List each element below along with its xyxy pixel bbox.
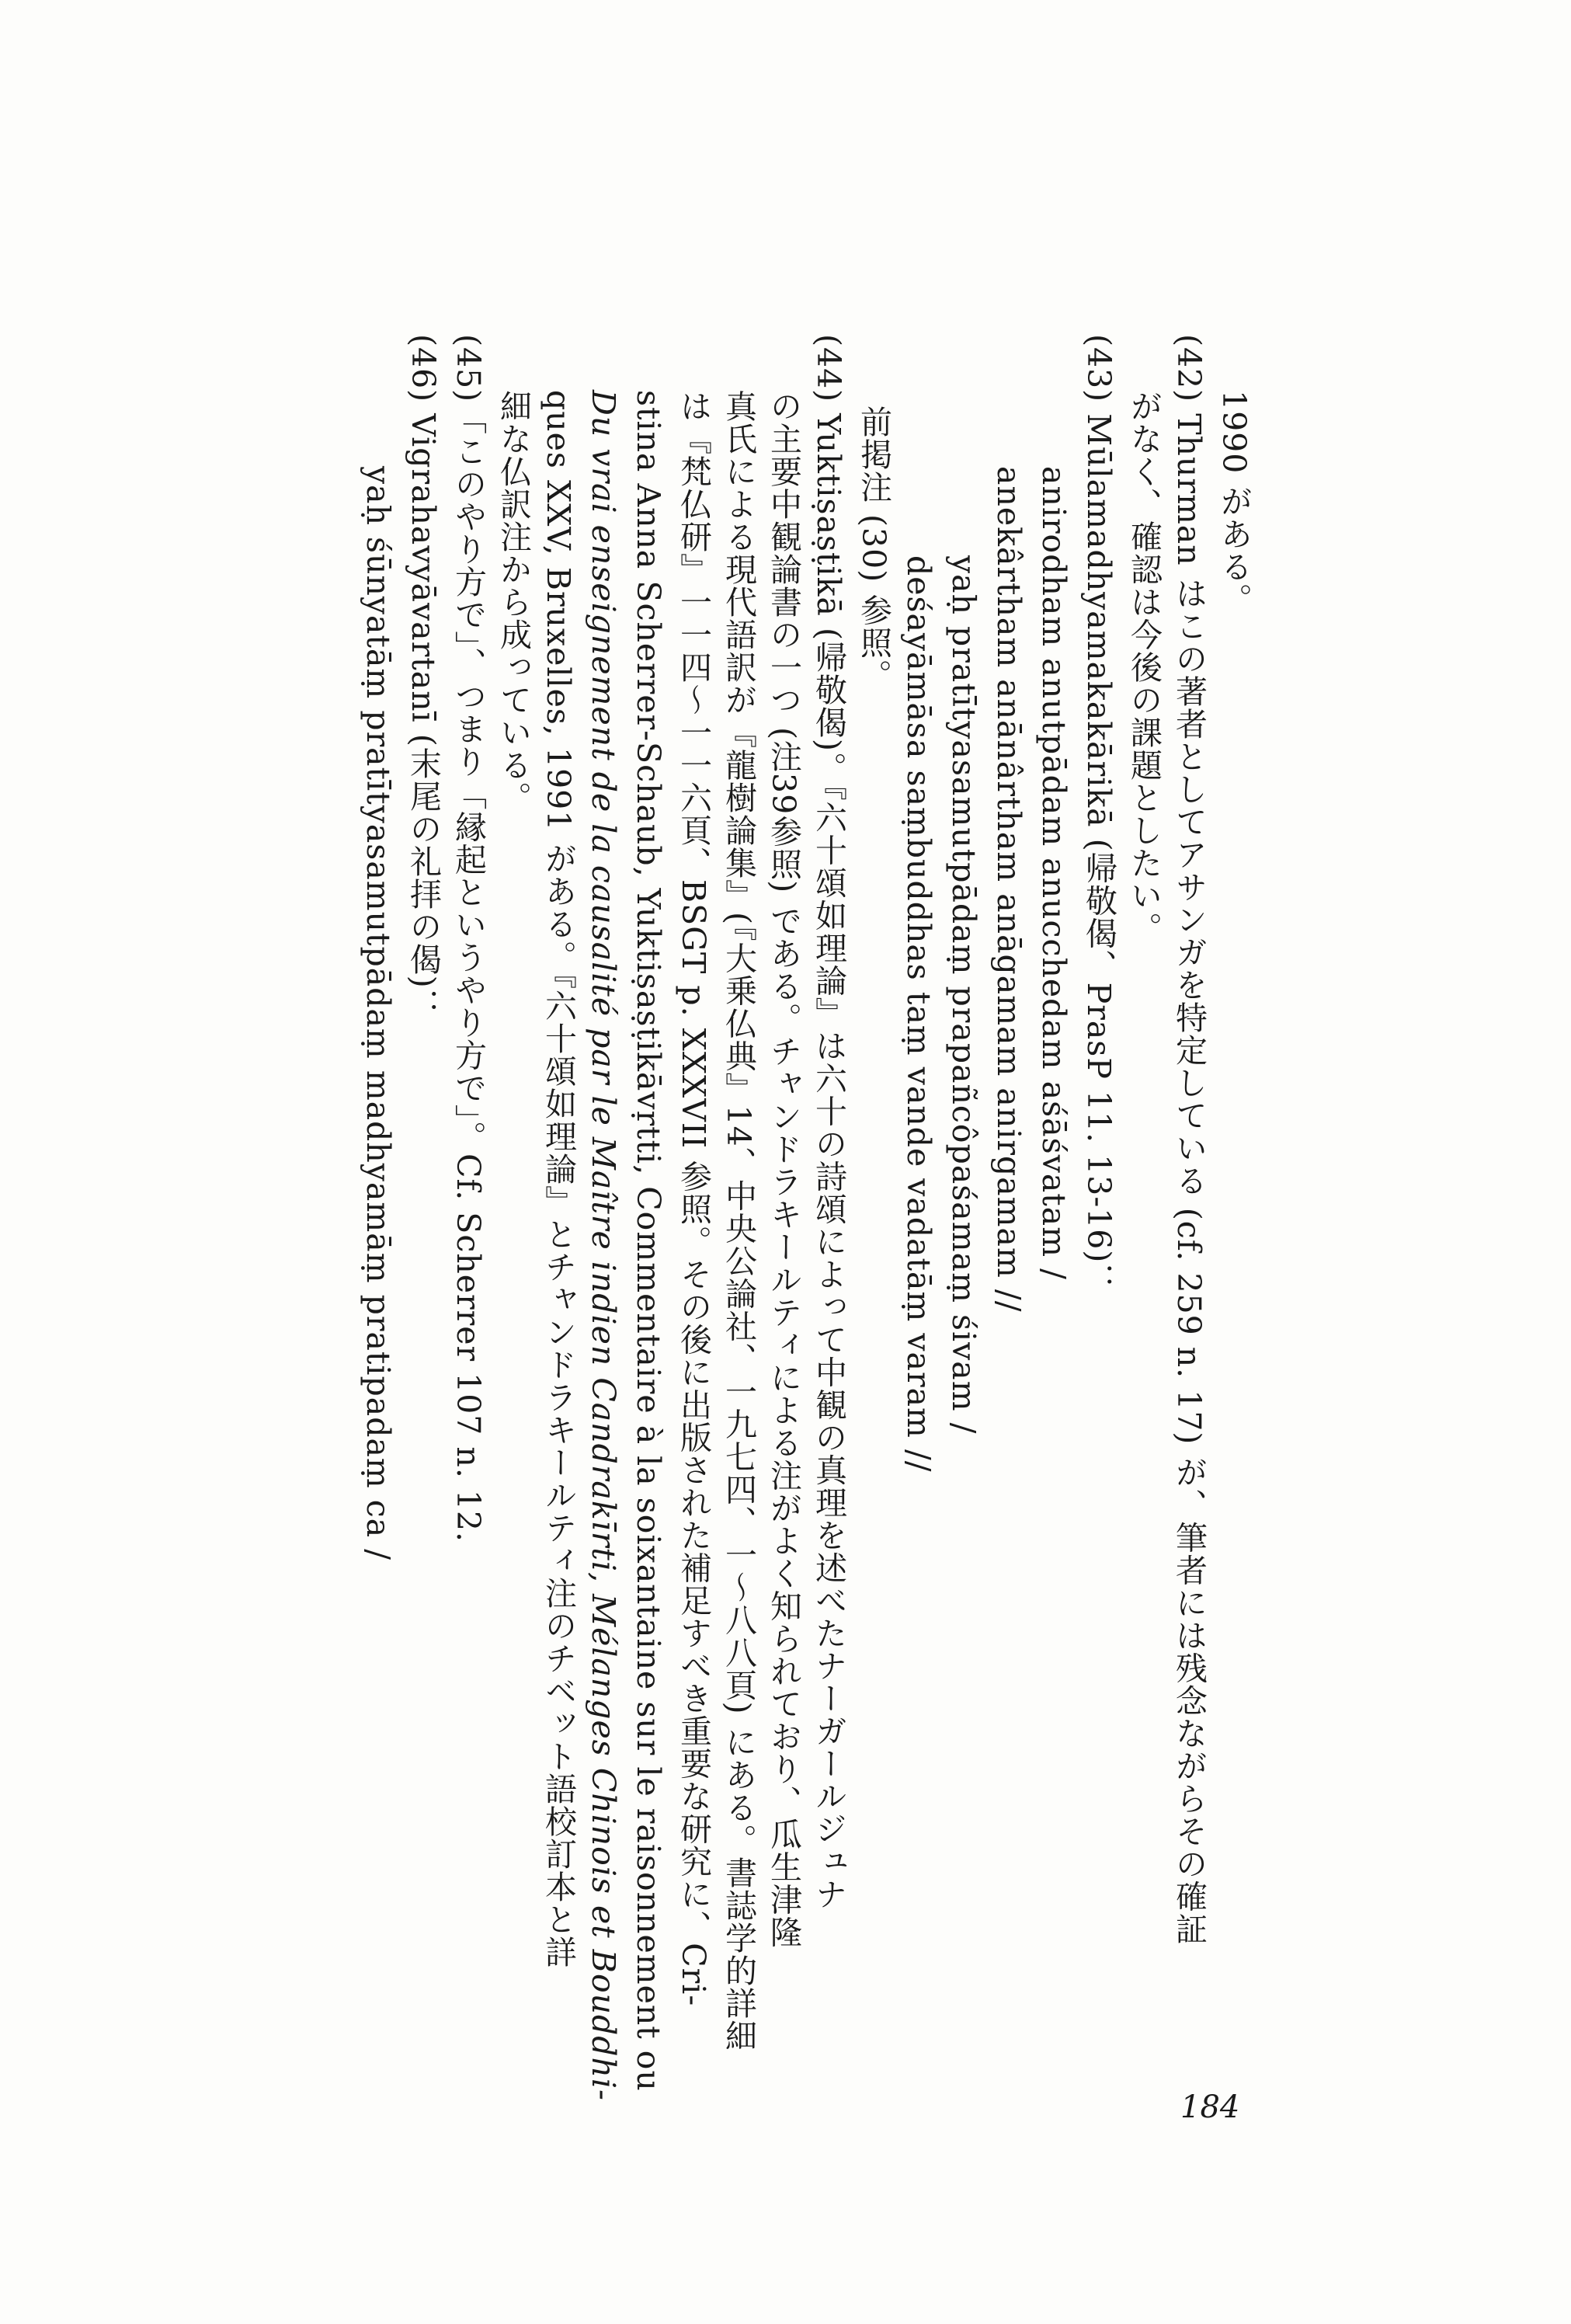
- footnote-42: (42) Thurman はこの著者としてアサンガを特定している (cf. 259 n. 17) が、筆者には残念ながらその確証: [1170, 334, 1208, 1946]
- footnote-44: (44) Yuktiṣaṣṭikā (帰敬偈)。『六十頌如理論』は六十の詩頌によって中観の真理を述べたナーガールジュナ: [810, 334, 847, 1911]
- verse-line: anirodham anutpādam anucchedam aśāśvatam /: [1035, 466, 1072, 1280]
- page-number: 184: [1180, 2089, 1240, 2125]
- reference-line: 前掲注 (30) 参照。: [855, 405, 892, 692]
- footnote-46: (46) Vigrahavyāvartanī (末尾の礼拝の偈)：: [405, 334, 442, 1021]
- verse-line: yaḥ śūnyatāṃ pratītyasamutpādaṃ madhyamāṃ pratipadaṃ ca /: [360, 466, 397, 1561]
- verse-line: yaḥ pratītyasamutpādaṃ prapañcôpaśamaṃ śivam /: [945, 555, 982, 1435]
- text-line: 真氏による現代語訳が『龍樹論集』(『大乗仏典』14、中央公論社、一九七四、一〜八八頁) にある。書誌学的詳細: [720, 390, 757, 2052]
- text-line: がなく、確認は今後の課題としたい。: [1125, 390, 1163, 945]
- text-line: は『梵仏研』一一四〜一一六頁、BSGT p. XXXVII 参照。その後に出版された補足すべき重要な研究に、Cri-: [675, 390, 712, 2007]
- verse-line: deśayāmāsa saṃbuddhas taṃ vande vadatāṃ varam //: [900, 555, 937, 1473]
- footnote-43: (43) Mūlamadhyamakakārikā (帰敬偈、PrasP 11. 13-16)：: [1080, 334, 1117, 1296]
- text-line: の主要中観論書の一つ (注39参照) である。チャンドラキールティによる注がよく知られており、瓜生津隆: [765, 390, 802, 1949]
- footnote-45: (45)「このやり方で」、つまり「縁起というやり方で」。Cf. Scherrer 107 n. 12.: [450, 334, 487, 1543]
- text-line: Du vrai enseignement de la causalité par le Maître indien Candrakīrti, Mélanges Chinois et Bouddhi-: [585, 390, 622, 2101]
- text-line: stina Anna Scherrer-Schaub, Yuktiṣaṣṭikāvṛtti, Commentaire à la soixantaine sur le raisonnement ou: [630, 390, 667, 2092]
- verse-line: anekârtham anānârtham anāgamam anirgamam //: [990, 466, 1027, 1313]
- text-line: 細な仏訳注から成っている。: [495, 390, 532, 814]
- text-line: 1990 がある。: [1215, 390, 1253, 616]
- text-line: ques XXV, Bruxelles, 1991 がある。『六十頌如理論』とチャンドラキールティ注のチベット語校訂本と詳: [540, 390, 577, 1968]
- vertical-text-body: [356, 334, 1256, 2136]
